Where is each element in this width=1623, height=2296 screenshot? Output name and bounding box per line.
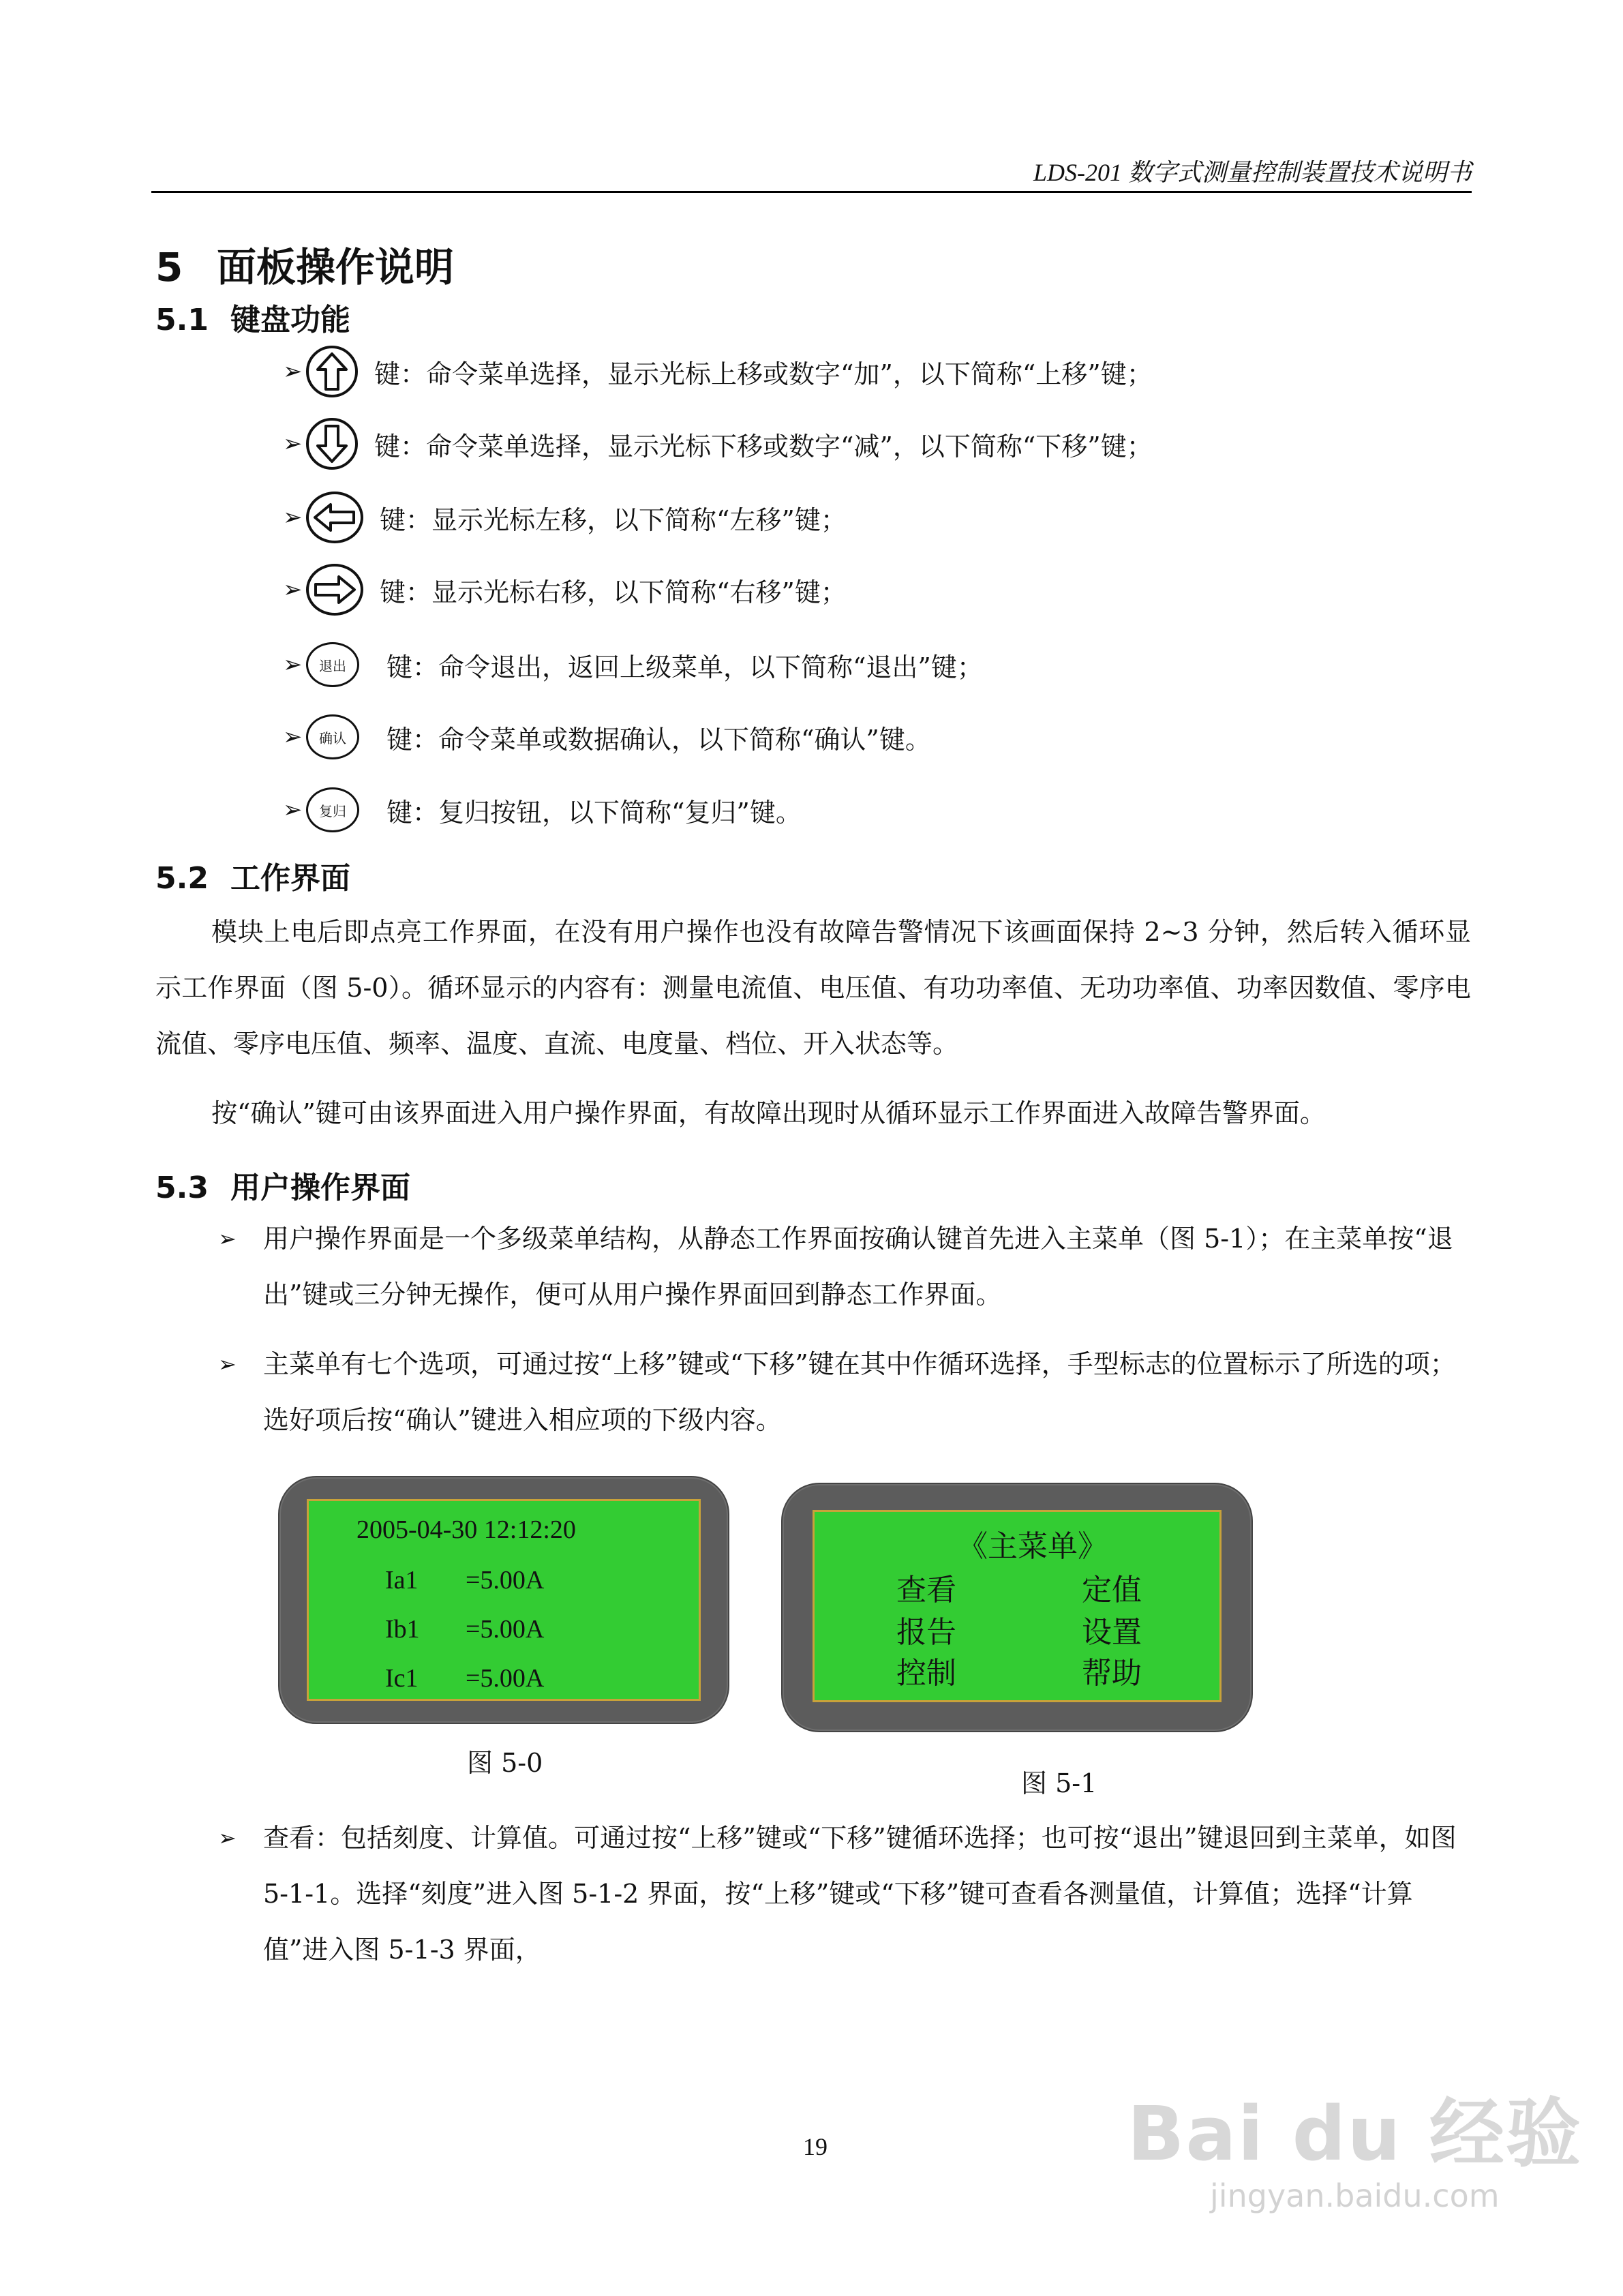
reset-key-icon: 复归 [306, 787, 359, 832]
up-arrow-key-icon [306, 346, 358, 397]
watermark-url: jingyan.baidu.com [1210, 2177, 1500, 2214]
exit-key-icon: 退出 [306, 642, 359, 687]
section-heading-5-3 [155, 1163, 410, 1207]
key-item-right [283, 560, 847, 619]
section-number: 5.2 [155, 861, 209, 896]
bullet-arrow-icon: ➢ [218, 1226, 237, 1252]
lcd-panel-figure-5-0 [278, 1476, 729, 1724]
bullet-text: 主菜单有七个选项，可通过按“上移”键或“下移”键在其中作循环选择，手型标志的位置标示了所选的项；选好项后按“确认”键进入相应项的下级内容。 [263, 1349, 1456, 1435]
bullet-item-menu-structure [218, 1211, 1472, 1323]
lcd-row-ic1 [385, 1663, 545, 1693]
key-description: 键：显示光标右移，以下简称“右移”键； [380, 577, 847, 607]
bullet-item-view [218, 1810, 1472, 1978]
bullet-arrow-icon: ➢ [283, 723, 303, 751]
key-item-confirm [283, 708, 931, 766]
document-header-title: LDS-201 数字式测量控制装置技术说明书 [1033, 159, 1472, 186]
bullet-arrow-icon: ➢ [218, 1825, 237, 1851]
lcd-screen [307, 1499, 701, 1701]
key-item-up [283, 342, 1153, 401]
key-description: 键：复归按钮，以下简称“复归”键。 [386, 797, 802, 828]
section-number: 5.3 [155, 1170, 209, 1205]
baidu-jingyan-logo: Bai du 经验 [1127, 2090, 1582, 2177]
menu-title: 《主菜单》 [958, 1530, 1108, 1563]
key-item-down [283, 414, 1153, 473]
key-description: 键：命令菜单选择，显示光标上移或数字“加”，以下简称“上移”键； [374, 359, 1153, 389]
section-title: 键盘功能 [230, 303, 350, 337]
section-heading-5-1 [155, 295, 350, 339]
bullet-arrow-icon: ➢ [283, 651, 303, 678]
menu-item-help: 帮助 [1082, 1657, 1142, 1690]
page-number: 19 [803, 2133, 828, 2160]
key-item-reset [283, 781, 802, 839]
key-description: 键：命令菜单选择，显示光标下移或数字“减”，以下简称“下移”键； [374, 431, 1153, 462]
chapter-number: 5 [155, 244, 183, 290]
lcd-screen [813, 1510, 1222, 1702]
measurement-value: =5.00A [466, 1566, 545, 1595]
measurement-name: Ib1 [385, 1615, 420, 1644]
menu-item-setpoint: 定值 [1082, 1573, 1142, 1607]
confirm-key-icon: 确认 [306, 714, 359, 759]
lcd-row-ia1 [385, 1565, 545, 1595]
bullet-arrow-icon: ➢ [283, 576, 303, 603]
section-heading-5-2 [155, 854, 350, 897]
bullet-arrow-icon: ➢ [283, 430, 303, 457]
chapter-title: 面板操作说明 [217, 244, 455, 290]
measurement-name: Ic1 [385, 1664, 419, 1693]
section-title: 工作界面 [230, 861, 350, 896]
section-title: 用户操作界面 [230, 1170, 410, 1205]
measurement-name: Ia1 [385, 1566, 419, 1595]
figure-caption-5-0: 图 5-0 [467, 1748, 543, 1778]
key-item-exit [283, 635, 983, 694]
down-arrow-key-icon [306, 418, 358, 470]
menu-item-settings: 设置 [1082, 1616, 1142, 1649]
lcd-datetime: 2005-04-30 12:12:20 [357, 1515, 576, 1544]
bullet-text: 查看：包括刻度、计算值。可通过按“上移”键或“下移”键循环选择；也可按“退出”键退回到主菜单，如图 5-1-1。选择“刻度”进入图 5-1-2 界面，按“上移”键或“下移”键可查看各测量值，计算值；选择“计算值”进入图 5-1-3 界面， [263, 1823, 1457, 1965]
figure-caption-5-1: 图 5-1 [1021, 1768, 1097, 1798]
menu-item-control: 控制 [896, 1657, 956, 1690]
key-description: 键：命令退出，返回上级菜单，以下简称“退出”键； [386, 652, 983, 682]
lcd-panel-figure-5-1 [781, 1483, 1253, 1732]
key-description: 键：命令菜单或数据确认，以下简称“确认”键。 [386, 724, 931, 755]
bullet-text: 用户操作界面是一个多级菜单结构，从静态工作界面按确认键首先进入主菜单（图 5-1）；在主菜单按“退出”键或三分钟无操作，便可从用户操作界面回到静态工作界面。 [263, 1224, 1453, 1310]
paragraph-working-interface: 模块上电后即点亮工作界面，在没有用户操作也没有故障告警情况下该画面保持 2~3 分钟，然后转入循环显示工作界面（图 5-0）。循环显示的内容有：测量电流值、电压值、有功功率值、无功功率值、功率因数值、零序电流值、零序电压值、频率、温度、直流、电度量、档位、开入状态等。 [155, 917, 1471, 1059]
bullet-item-main-menu [218, 1336, 1472, 1448]
key-description: 键：显示光标左移，以下简称“左移”键； [380, 504, 847, 535]
menu-item-view: 查看 [896, 1573, 956, 1607]
bullet-arrow-icon: ➢ [283, 504, 303, 531]
chapter-heading [155, 235, 454, 292]
left-arrow-key-icon [306, 492, 363, 543]
lcd-row-ib1 [385, 1614, 545, 1644]
key-item-left [283, 488, 847, 547]
right-arrow-key-icon [306, 564, 363, 616]
menu-item-report: 报告 [896, 1616, 956, 1649]
measurement-value: =5.00A [466, 1664, 545, 1693]
bullet-arrow-icon: ➢ [283, 796, 303, 824]
measurement-value: =5.00A [466, 1615, 545, 1644]
bullet-arrow-icon: ➢ [218, 1351, 237, 1377]
bullet-arrow-icon: ➢ [283, 358, 303, 385]
header-divider [151, 191, 1472, 193]
paragraph-confirm-key: 按“确认”键可由该界面进入用户操作界面，有故障出现时从循环显示工作界面进入故障告警界面。 [211, 1098, 1326, 1128]
watermark [1127, 2074, 1582, 2214]
section-number: 5.1 [155, 303, 209, 337]
